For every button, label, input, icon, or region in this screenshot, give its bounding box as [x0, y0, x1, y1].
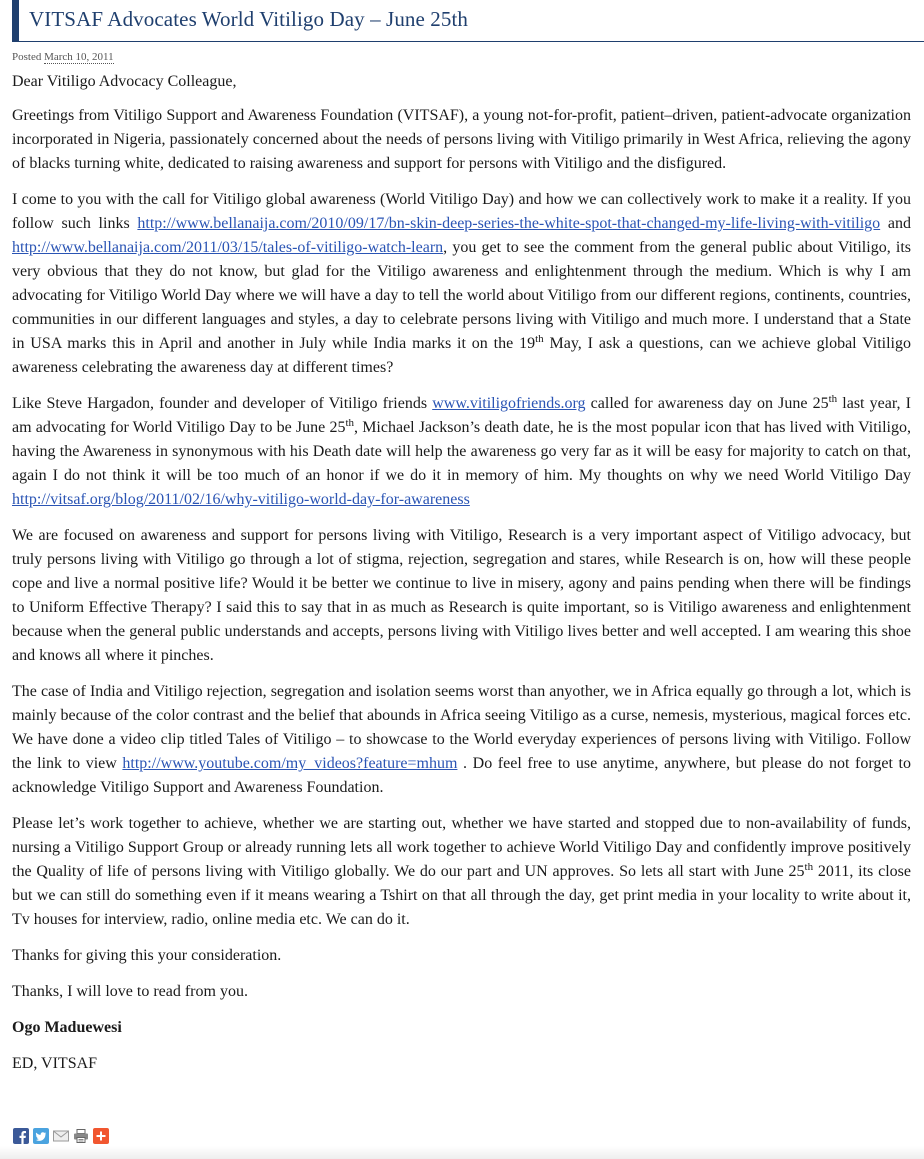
- post-body: [12, 70, 911, 1088]
- bellanaija-link-skin-deep[interactable]: http://www.bellanaija.com/2010/09/17/bn-skin-deep-series-the-white-spot-that-changed-my-life-living-with-vitiligo: [137, 215, 881, 232]
- share-toolbar: [13, 1128, 109, 1144]
- youtube-link[interactable]: http://www.youtube.com/my_videos?feature=mhum: [122, 755, 458, 772]
- vitiligofriends-link[interactable]: www.vitiligofriends.org: [432, 395, 586, 412]
- text: and: [880, 215, 911, 232]
- signature-name: Ogo Maduewesi: [12, 1019, 122, 1036]
- bellanaija-link-tales[interactable]: http://www.bellanaija.com/2011/03/15/tales-of-vitiligo-watch-learn: [12, 239, 444, 256]
- email-icon[interactable]: [53, 1128, 69, 1144]
- superscript: th: [345, 417, 355, 429]
- paragraph-global-awareness: [12, 188, 911, 380]
- post-title-bar: [12, 0, 924, 42]
- text: May, I ask a questions, can we achieve global Vitiligo awareness celebrating the awareness day at different times?: [12, 335, 912, 376]
- paragraph-india-africa: [12, 680, 911, 800]
- post-meta: [12, 51, 114, 63]
- text: The case of India and Vitiligo rejection, segregation and isolation seems worst than anyother, we in Africa equally go through a lot, which is mainly because of the color contrast and the belief that abounds in Africa seeing Vitiligo as a curse, nemesis, mysterious, magical forces etc. We have done a video clip titled Tales of Vitiligo – to showcase to the World everyday experiences of persons living with Vitiligo. Follow the link to view: [12, 683, 911, 772]
- superscript: th: [804, 861, 814, 873]
- text: , you get to see the comment from the general public about Vitiligo, its very obvious that they do not know, but glad for the Vitiligo awareness and enlightenment through the medium. Which is why I am advocating for Vitiligo World Day where we will have a day to tell the world about Vitiligo from our different regions, continents, countries, communities in our different languages and styles, a day to celebrate persons living with Vitiligo and much more. I understand that a State in USA marks this in April and another in July while India marks it on the 19: [12, 239, 911, 352]
- text: . Do feel free to use anytime, anywhere, but please do not forget to acknowledge Vitiligo Support and Awareness Foundation.: [12, 755, 912, 796]
- text: 2011, its close but we can still do something even if it means wearing a Tshirt on that all through the day, get print media in your locality to write about it, Tv houses for interview, radio, online media etc. We can do it.: [12, 863, 911, 928]
- superscript: th: [828, 393, 838, 405]
- text: Please let’s work together to achieve, whether we are starting out, whether we have started and stopped due to non-availability of funds, nursing a Vitiligo Support Group or already running lets all work together to achieve World Vitiligo Day and confidently improve positively the Quality of life of persons living with Vitiligo globally. We do our part and UN approves. So lets all start with June 25: [12, 815, 911, 880]
- twitter-icon[interactable]: [33, 1128, 49, 1144]
- page-bottom-edge: [0, 1146, 924, 1159]
- post-title: VITSAF Advocates World Vitiligo Day – June 25th: [29, 7, 469, 31]
- paragraph-intro: Greetings from Vitiligo Support and Awareness Foundation (VITSAF), a young not-for-profit, patient–driven, patient-advocate organization incorporated in Nigeria, passionately concerned about the needs of persons living with Vitiligo primarily in West Africa, relieving the agony of blacks turning white, dedicated to raising awareness and support for persons with Vitiligo and the disfigured.: [12, 107, 911, 172]
- print-icon[interactable]: [73, 1128, 89, 1144]
- facebook-icon[interactable]: [13, 1128, 29, 1144]
- greeting: Dear Vitiligo Advocacy Colleague,: [12, 73, 237, 90]
- paragraph-june-25: [12, 392, 911, 512]
- addthis-icon[interactable]: [93, 1128, 109, 1144]
- text: Like Steve Hargadon, founder and developer of Vitiligo friends: [12, 395, 433, 412]
- paragraph-work-together: [12, 812, 911, 932]
- superscript: th: [535, 333, 544, 345]
- vitsaf-blog-link[interactable]: http://vitsaf.org/blog/2011/02/16/why-vitiligo-world-day-for-awareness: [12, 491, 470, 508]
- text: , Michael Jackson’s death date, he is the most popular icon that has lived with Vitiligo, having the Awareness in synonymous with his Death date will help the awareness go very far as it will be easy for majority to catch on that, again I do not think it will be too much of an honor if we do it in memory of him. My thoughts on why we need World Vitiligo Day: [12, 419, 912, 484]
- paragraph-research: We are focused on awareness and support for persons living with Vitiligo, Research is a very important aspect of Vitiligo advocacy, but truly persons living with Vitiligo go through a lot of stigma, rejection, segregation and stares, while Research is on, how will these people cope and live a normal positive life? Would it be better we continue to live in misery, agony and pains pending when there will be findings to Uniform Effective Therapy? I said this to say that in as much as Research is quite important, so is Vitiligo awareness and enlightenment because when the general public understands and accepts, persons living with Vitiligo lives better and well accepted. I am wearing this shoe and knows all where it pinches.: [12, 527, 911, 664]
- paragraph-closing: Thanks, I will love to read from you.: [12, 983, 248, 1000]
- text: called for awareness day on June 25: [585, 395, 829, 412]
- paragraph-thanks: Thanks for giving this your consideration.: [12, 947, 282, 964]
- signature-title: ED, VITSAF: [12, 1055, 98, 1072]
- text: last year, I am advocating for World Vitiligo Day to be June 25: [12, 395, 912, 436]
- posted-label: Posted: [12, 51, 42, 63]
- text: I come to you with the call for Vitiligo global awareness (World Vitiligo Day) and how we can collectively work to make it a reality. If you follow such links: [12, 191, 911, 232]
- posted-date: March 10, 2011: [44, 51, 114, 63]
